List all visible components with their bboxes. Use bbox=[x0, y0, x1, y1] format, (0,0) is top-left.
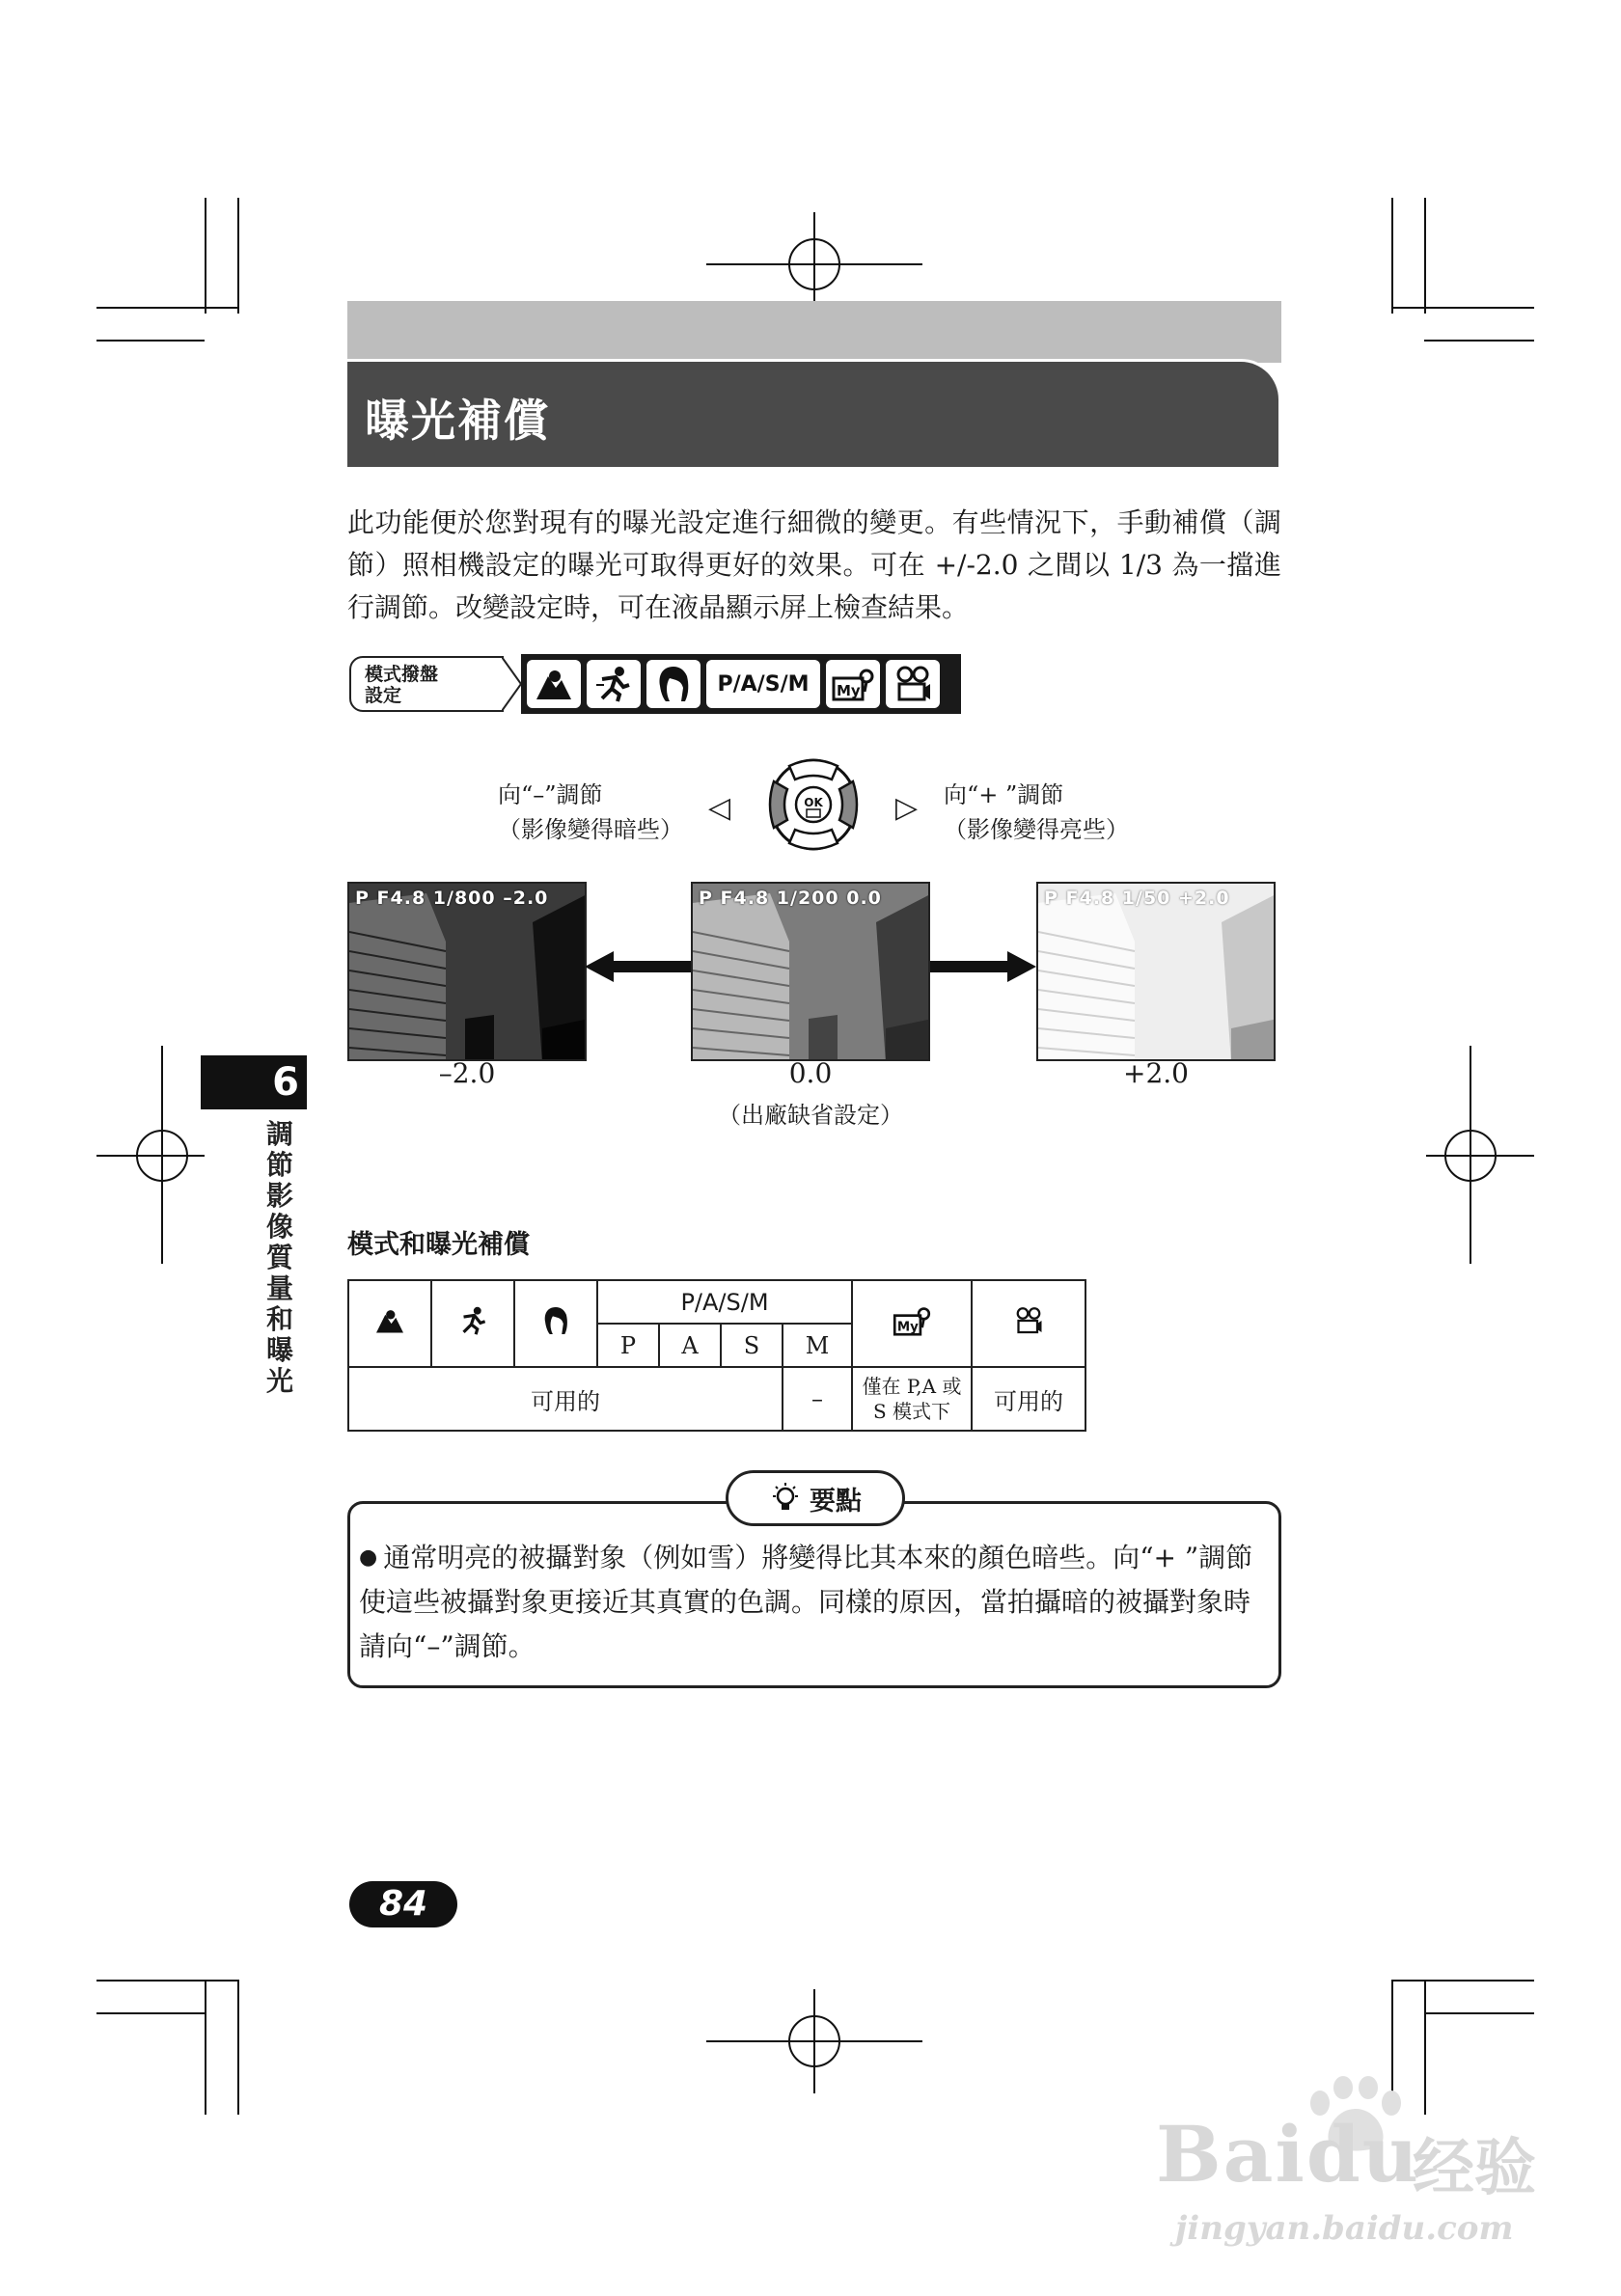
table-portrait-icon bbox=[514, 1280, 597, 1367]
arrow-right-icon bbox=[930, 947, 1036, 986]
shot-bright-overlay: P F4.8 1/50 +2.0 bbox=[1044, 888, 1230, 909]
tip-bullet: ● bbox=[359, 1545, 378, 1570]
minus-direction-label bbox=[498, 778, 683, 847]
shot-dark-overlay: P F4.8 1/800 –2.0 bbox=[355, 888, 549, 909]
watermark-url: jingyan.baidu.com bbox=[1175, 2209, 1514, 2248]
mode-dial-label bbox=[349, 656, 504, 712]
table-col-s: S bbox=[721, 1324, 783, 1367]
shot-normal-overlay: P F4.8 1/200 0.0 bbox=[699, 888, 882, 909]
arrow-left-icon bbox=[585, 947, 691, 986]
shot-dark bbox=[347, 882, 587, 1061]
tip-label-pill bbox=[726, 1470, 905, 1526]
table-cell-available: 可用的 bbox=[348, 1367, 783, 1431]
table-pasm-group: P/A/S/M bbox=[597, 1280, 852, 1324]
table-heading: 模式和曝光補償 bbox=[347, 1230, 530, 1260]
table-cell-my bbox=[852, 1367, 972, 1431]
shot-bright bbox=[1036, 882, 1276, 1061]
shot-normal-caption: 0.0 bbox=[788, 1057, 833, 1089]
table-cell-movie: 可用的 bbox=[972, 1367, 1085, 1431]
intro-paragraph: 此功能便於您對現有的曝光設定進行細微的變更。有些情況下，手動補償（調節）照相機設定的曝光可取得更好的效果。可在 +/-2.0 之間以 1/3 為一擋進行調節。改變設定時，可在液晶顯示屏上檢查結果。 bbox=[347, 506, 1281, 623]
mode-compensation-table bbox=[347, 1279, 1086, 1432]
watermark-brand-cn: 经验 bbox=[1413, 2133, 1536, 2204]
my-mode-icon bbox=[826, 660, 880, 708]
table-col-a: A bbox=[659, 1324, 721, 1367]
minus-direction-line1: 向“–”調節 bbox=[498, 781, 603, 808]
lightbulb-icon bbox=[769, 1482, 802, 1515]
watermark-brand bbox=[1156, 2109, 1420, 2200]
svg-text:My: My bbox=[837, 682, 861, 699]
plus-direction-label bbox=[944, 778, 1129, 847]
page-title: 曝光補償 bbox=[365, 395, 550, 447]
table-sport-icon bbox=[431, 1280, 514, 1367]
minus-direction-line2: （影像變得暗些） bbox=[498, 816, 683, 843]
tip-label: 要點 bbox=[810, 1486, 862, 1517]
shot-normal-note: （出廠缺省設定） bbox=[718, 1102, 903, 1129]
watermark-brand-du: du bbox=[1305, 2109, 1420, 2200]
watermark-brand-bai: Bai bbox=[1156, 2109, 1306, 2200]
page-number: 84 bbox=[349, 1881, 457, 1927]
table-movie-icon bbox=[972, 1280, 1085, 1367]
landscape-portrait-icon bbox=[527, 660, 581, 708]
chapter-title: 調節影像質量和曝光 bbox=[266, 1118, 294, 1397]
ok-button-icon bbox=[768, 758, 859, 851]
plus-direction-line2: （影像變得亮些） bbox=[944, 816, 1129, 843]
pasm-mode: P/A/S/M bbox=[706, 660, 820, 708]
shot-bright-caption: +2.0 bbox=[1123, 1057, 1189, 1089]
table-cell-my-line1: 僅在 P,A 或 bbox=[862, 1375, 962, 1398]
mode-dial-pointer bbox=[502, 656, 523, 712]
svg-text:My: My bbox=[896, 1320, 919, 1335]
right-arrow-icon: ▷ bbox=[895, 791, 919, 825]
mode-dial-label-line2: 設定 bbox=[365, 685, 402, 706]
sport-icon bbox=[587, 660, 641, 708]
movie-icon bbox=[886, 660, 940, 708]
portrait-icon bbox=[646, 660, 701, 708]
chapter-number: 6 bbox=[201, 1055, 307, 1109]
table-my-mode-icon bbox=[852, 1280, 972, 1367]
table-cell-dash: – bbox=[783, 1367, 852, 1431]
mode-strip bbox=[521, 654, 961, 714]
svg-text:OK: OK bbox=[804, 796, 823, 809]
shot-normal bbox=[691, 882, 930, 1061]
mode-dial-label-line1: 模式撥盤 bbox=[365, 664, 439, 685]
tip-text bbox=[359, 1536, 1270, 1669]
table-cell-my-line2: S 模式下 bbox=[872, 1400, 951, 1423]
left-arrow-icon: ◁ bbox=[708, 791, 731, 825]
shot-dark-caption: –2.0 bbox=[438, 1057, 496, 1089]
table-landscape-icon bbox=[348, 1280, 431, 1367]
table-col-m: M bbox=[783, 1324, 852, 1367]
title-banner-bg bbox=[347, 301, 1281, 363]
table-col-p: P bbox=[597, 1324, 659, 1367]
tip-body: 通常明亮的被攝對象（例如雪）將變得比其本來的顏色暗些。向“+ ”調節使這些被攝對象更接近其真實的色調。同樣的原因，當拍攝暗的被攝對象時請向“–”調節。 bbox=[359, 1542, 1253, 1662]
plus-direction-line1: 向“+ ”調節 bbox=[944, 781, 1064, 808]
